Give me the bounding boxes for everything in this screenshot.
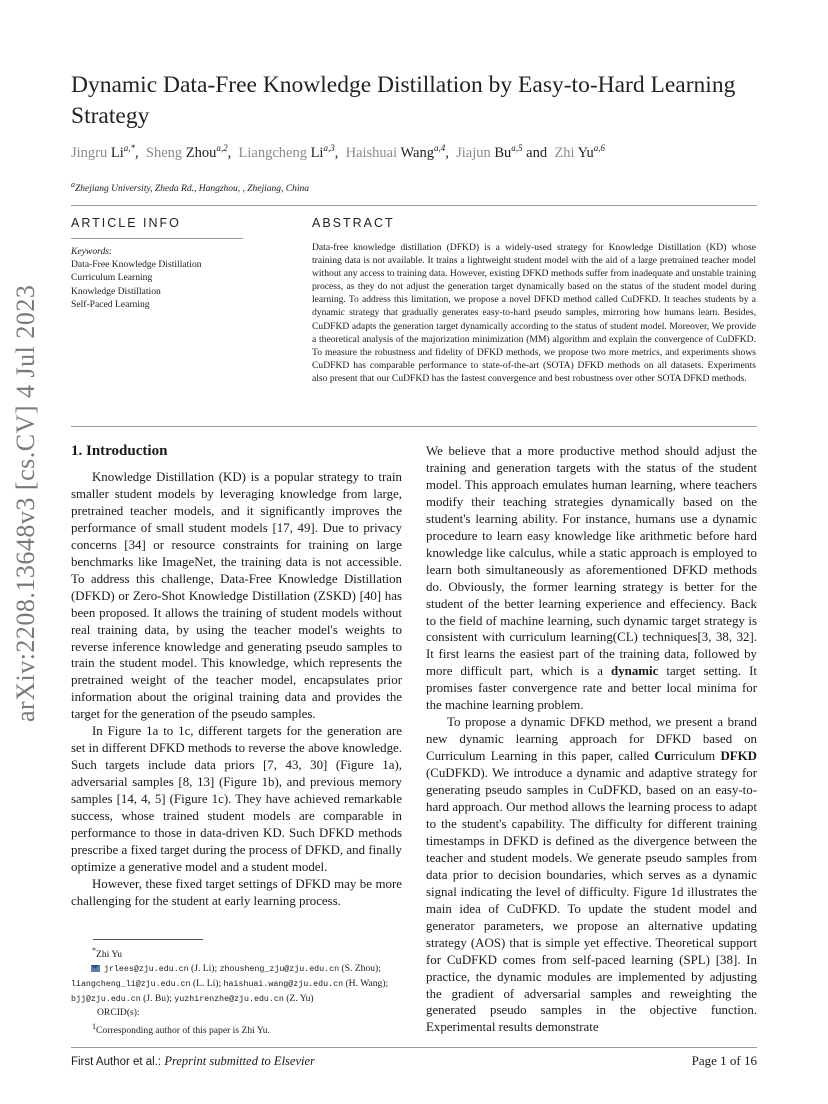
email-link[interactable]: haishuai.wang@zju.edu.cn: [223, 979, 344, 989]
keyword: Curriculum Learning: [71, 272, 153, 284]
footnotes: *Zhi Yu jrlees@zju.edu.cn (J. Li); zhousheng_zju@zju.edu.cn (S. Zhou); liangcheng_li@zju.edu.cn (L. Li); haishuai.wang@zju.edu.cn (H. Wang); bjj@zju.edu.cn (J. Bu); yuzhirenzhe@zju.edu.cn (Z. Yu) ORCID(s): $^1$Corresponding author of this paper is Zhi Yu.: [71, 944, 402, 1038]
keywords-block: Keywords: Data-Free Knowledge Distillation Curriculum Learning Knowledge Distillation Self-Paced Learning: [71, 245, 246, 311]
page-number: Page 1 of 16: [691, 1053, 757, 1068]
keyword: Knowledge Distillation: [71, 285, 161, 297]
abstract-text: Data-free knowledge distillation (DFKD) is a widely-used strategy for Knowledge Distillation (KD) whose training data is not available. It trains a lightweight student model with the aid of a large pretrained teacher model without any access to training data. However, existing DFKD methods suffer from inadequate and unstable training process, as they do not adjust the generation target dynamically based on the status of the student model during learning. To address this limitation, we propose a novel DFKD method called CuDFKD. It teaches students by a dynamic strategy that gradually generates easy-to-hard pseudo samples, mirroring how humans learn. Besides, CuDFKD adapts the generation target dynamically according to the status of student model. Moreover, We provide a theoretical analysis of the majorization minimization (MM) algorithm and explain the convergence of CuDFKD. To measure the robustness and fidelity of DFKD methods, we propose two more metrics, and experiments shows CuDFKD has comparable performance to state-of-the-art (SOTA) DFKD methods on all datasets. Experiments also present that our CuDFKD has the fastest convergence and best robustness over other SOTA DFKD methods.: [312, 242, 756, 384]
email-link[interactable]: bjj@zju.edu.cn: [71, 994, 141, 1004]
top-rule: [71, 205, 757, 206]
author-list: Jingru $Li^{a,*}$, Sheng Zhou$^{a,2}$, Liangcheng Li$^{a,3}$, Haishuai Wang$^{a,4}$, Jiajun Bu$^{a,5}$ and Zhi Yu$^{a,6}$: [71, 143, 605, 161]
email-link[interactable]: yuzhirenzhe@zju.edu.cn: [174, 994, 284, 1004]
column-right: [426, 443, 757, 1036]
paragraph: Knowledge Distillation (KD) is a popular strategy to train smaller student models by leveraging knowledge from large, pretrained teacher models, and it significantly improves the performance of small student models [17, 49]. Due to privacy concerns [34] or resource constraints for training on large benchmarks like ImageNet, the training data is not accessible. To address this challenge, Data-Free Knowledge Distillation (DFKD) or Zero-Shot Knowledge Distillation (ZSKD) [40] has been proposed. It allows the training of student models without real training data, by using the teacher model's weights to reverse inference knowledge and generating pseudo samples to train the student model. This knowledge, which represents the pretrained weight of the teacher model, encapsulates prior information about the original training data and provides the target for the generation of the pseudo samples.: [71, 470, 402, 722]
paper-title: Dynamic Data-Free Knowledge Distillation by Easy-to-Hard Learning Strategy: [71, 72, 736, 129]
email-link[interactable]: jrlees@zju.edu.cn: [104, 964, 189, 974]
paragraph: To propose a dynamic DFKD method, we present a brand new dynamic learning approach for DFKD based on Curriculum Learning in this paper, called Curriculum DFKD (CuDFKD). We introduce a dynamic and adaptive strategy for generating pseudo samples in CuDFKD, based on an easy-to-hard approach. Our method allows the learning process to adapt to the student's capability. The difficulty for different training timestamps in DFKD is defined as the divergence between the teacher and student models. We generate pseudo samples from data prior to decision boundaries, which serves as a dynamic signal indicating the level of difficulty. Figure 1d illustrates the main idea of CuDFKD. To update the student model and generator parameters, we propose an alternative updating strategy (AOS) that is simple yet effective. Theoretical support for CuDFKD comes from self-paced learning (SPL) [38]. In practice, the dynamic modules are implemented by adjusting the gradient of adversarial samples and reweighting the generated pseudo samples in the objective function. Experimental results demonstrate: [426, 715, 757, 1035]
author-1: Jingru $Li^{a,*}$: [71, 143, 136, 161]
email-link[interactable]: liangcheng_li@zju.edu.cn: [71, 979, 191, 989]
author-5: Jiajun Bu$^{a,5}$: [456, 143, 523, 161]
keyword: Self-Paced Learning: [71, 298, 150, 310]
orcid-label: ORCID(s):: [97, 1007, 140, 1019]
mail-icon: [91, 965, 100, 972]
paragraph: However, these fixed target settings of DFKD may be more challenging for the student at early learning process.: [71, 876, 402, 908]
article-info-rule: [71, 238, 243, 239]
author-3: Liangcheng Li$^{a,3}$: [238, 143, 335, 161]
paragraph: In Figure 1a to 1c, different targets for the generation are set in different DFKD methods to reverse the above knowledge. Such targets include data priors [7, 43, 30] (Figure 1a), adversarial samples [8, 13] (Figure 1b), and previous memory samples [14, 4, 5] (Figure 1c). They have achieved remarkable success, whose trained student models are comparable in performance to those in data-driven KD. Such DFKD methods prescribe a fixed target during the process of DFKD, and finally optimize a generative model and a student model.: [71, 724, 402, 874]
article-info-heading: ARTICLE INFO: [71, 216, 181, 230]
footer-rule: [71, 1047, 757, 1048]
arxiv-stamp: arXiv:2208.13648v3 [cs.CV] 4 Jul 2023: [11, 284, 40, 722]
abstract-rule: [71, 426, 757, 427]
author-2: Sheng Zhou$^{a,2}$: [145, 143, 228, 161]
footer-left: First Author et al.: Preprint submitted to Elsevier: [71, 1054, 315, 1068]
footnote-rule: [93, 939, 203, 940]
author-4: Haishuai Wang$^{a,4}$: [345, 143, 446, 161]
email-link[interactable]: zhousheng_zju@zju.edu.cn: [219, 964, 340, 974]
section-heading: 1. Introduction: [71, 443, 168, 459]
affiliation: $^a$Zhejiang University, Zheda Rd., Hangzhou, , Zhejiang, China: [71, 180, 310, 195]
author-6: Zhi Yu$^{a,6}$: [554, 143, 605, 161]
keyword: Data-Free Knowledge Distillation: [71, 259, 202, 271]
column-left: [71, 469, 402, 910]
abstract-heading: ABSTRACT: [312, 216, 395, 230]
paragraph: We believe that a more productive method should adjust the training and generation targets with the status of the student model. This approach emulates human learning, where teachers modify their teaching strategies dynamically based on the student's learning ability. For instance, humans use a dynamic procedure to learn easy knowledge like arithmetic before hard knowledge like calculus, while a static approach is employed to learn both simultaneously as aforementioned DFKD methods do. Obviously, the former learning strategy is better for the student of the better learning experience and effeciency. Back to the field of machine learning, such dynamic target strategy is consistent with curriculum learning(CL) techniques[3, 38, 32]. It first learns the easiest part of the training data, followed by more difficult part, which is a dynamic target setting. It promises faster convergence rate and better local minima for the machine learning problem.: [426, 444, 757, 713]
